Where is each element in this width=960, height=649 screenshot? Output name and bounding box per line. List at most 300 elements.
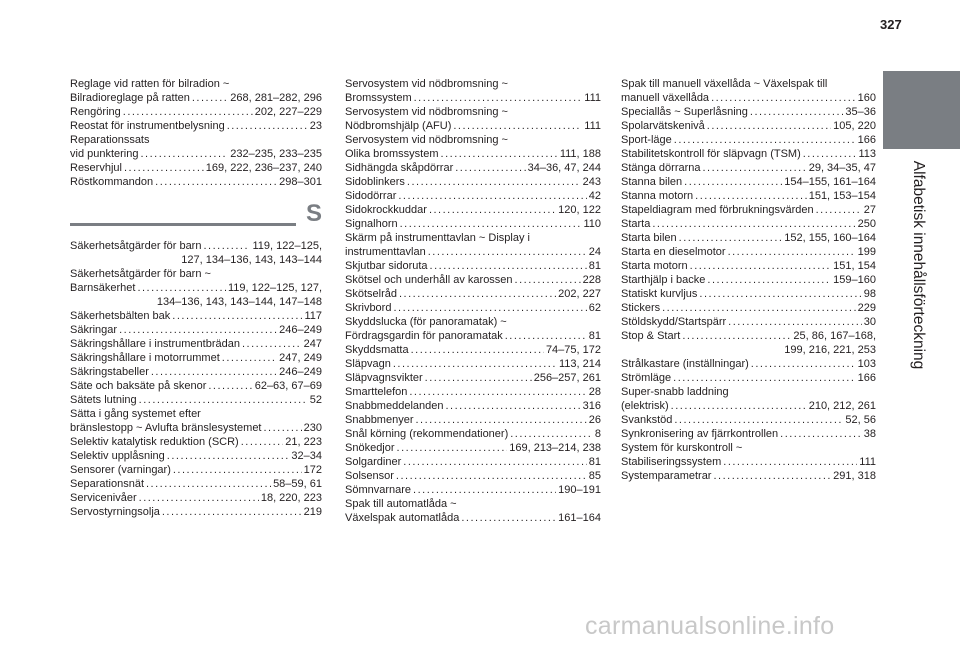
page-refs: 247 xyxy=(303,338,322,350)
dot-leader xyxy=(428,245,587,259)
page-refs: 81 xyxy=(588,260,601,272)
dot-leader xyxy=(425,371,532,385)
index-entry xyxy=(70,463,322,477)
section-rule xyxy=(70,223,296,226)
index-entry-line xyxy=(621,189,876,203)
index-term: Stapeldiagram med förbrukningsvärden xyxy=(621,204,814,216)
index-term: Selektiv upplåsning xyxy=(70,450,165,462)
index-term: Sidhängda skåpdörrar xyxy=(345,162,454,174)
index-term: Sport-läge xyxy=(621,134,672,146)
page-refs: 229 xyxy=(857,302,876,314)
page-refs: 246–249 xyxy=(279,366,322,378)
dot-leader xyxy=(703,161,807,175)
dot-leader xyxy=(707,273,831,287)
index-entry xyxy=(70,309,322,323)
index-entry-line xyxy=(345,371,601,385)
index-entry xyxy=(621,77,876,91)
index-entry xyxy=(621,133,876,147)
index-entry-line xyxy=(621,399,876,413)
dot-leader xyxy=(750,105,844,119)
index-entry xyxy=(345,399,601,413)
dot-leader xyxy=(397,441,508,455)
dot-leader xyxy=(146,477,271,491)
page-refs: 250 xyxy=(857,218,876,230)
dot-leader xyxy=(682,329,791,343)
index-entry-line xyxy=(345,245,601,259)
dot-leader xyxy=(684,175,782,189)
section-header-s xyxy=(70,200,322,231)
index-term: Reparationssats xyxy=(70,134,150,146)
page-refs: 159–160 xyxy=(833,274,876,286)
index-term: Säkerhetsbälten bak xyxy=(70,310,171,322)
index-entry-line xyxy=(621,427,876,441)
dot-leader xyxy=(690,259,832,273)
dot-leader xyxy=(711,91,856,105)
page-refs: 172 xyxy=(303,464,322,476)
index-term: Selektiv katalytisk reduktion (SCR) xyxy=(70,436,239,448)
index-entry-line xyxy=(70,449,322,463)
dot-leader xyxy=(151,365,277,379)
page-refs: 29, 34–35, 47 xyxy=(808,162,876,174)
page-refs: 298–301 xyxy=(279,176,322,188)
index-entry-line xyxy=(345,119,601,133)
index-entry-line xyxy=(345,189,601,203)
dot-leader xyxy=(141,147,229,161)
index-entry xyxy=(345,483,601,497)
page-refs: 152, 155, 160–164 xyxy=(784,232,876,244)
dot-leader xyxy=(222,351,277,365)
page-refs: 256–257, 261 xyxy=(533,372,601,384)
dot-leader xyxy=(671,399,807,413)
index-entry-line xyxy=(70,379,322,393)
page-refs: 62 xyxy=(588,302,601,314)
dot-leader xyxy=(124,161,204,175)
index-term: Säte och baksäte på skenor xyxy=(70,380,207,392)
page-refs: 62–63, 67–69 xyxy=(254,380,322,392)
index-term: Växelspak automatlåda xyxy=(345,512,460,524)
index-entry-line xyxy=(345,329,601,343)
dot-leader xyxy=(515,273,581,287)
index-entry xyxy=(345,455,601,469)
index-entry-line xyxy=(70,435,322,449)
index-entry xyxy=(345,357,601,371)
index-entry xyxy=(345,343,601,357)
page-refs: 28 xyxy=(588,386,601,398)
dot-leader xyxy=(453,119,582,133)
dot-leader xyxy=(429,203,556,217)
page-refs: 154–155, 161–164 xyxy=(784,176,876,188)
index-entry xyxy=(345,189,601,203)
dot-leader xyxy=(173,463,302,477)
index-entry xyxy=(70,133,322,147)
dot-leader xyxy=(723,455,857,469)
dot-leader xyxy=(441,147,558,161)
index-entry-line xyxy=(345,217,601,231)
index-entry-line xyxy=(621,231,876,245)
page-refs: 230 xyxy=(303,422,322,434)
index-entry xyxy=(345,511,601,525)
index-term: Servostyrningsolja xyxy=(70,506,160,518)
index-entry-line xyxy=(70,309,322,323)
index-term: instrumenttavlan xyxy=(345,246,426,258)
index-entry xyxy=(345,119,601,133)
index-entry-line xyxy=(621,371,876,385)
index-entry xyxy=(345,217,601,231)
index-term: Stöldskydd/Startspärr xyxy=(621,316,727,328)
dot-leader xyxy=(699,287,861,301)
index-entry-line xyxy=(70,323,322,337)
page-refs: 219 xyxy=(303,506,322,518)
page-refs-continued: 199, 216, 221, 253 xyxy=(784,344,876,356)
page-refs: 202, 227–229 xyxy=(254,106,322,118)
index-entry xyxy=(345,469,601,483)
side-title: Alfabetisk innehållsförteckning xyxy=(910,160,927,370)
page-refs: 24 xyxy=(588,246,601,258)
index-entry xyxy=(621,245,876,259)
index-entry xyxy=(70,337,322,351)
index-term: Säkringstabeller xyxy=(70,366,149,378)
dot-leader xyxy=(679,231,783,245)
index-term: Servosystem vid nödbromsning ~ xyxy=(345,134,508,146)
index-entry xyxy=(70,505,322,519)
page-refs: 34–36, 47, 244 xyxy=(527,162,601,174)
index-entry-line xyxy=(345,441,601,455)
dot-leader xyxy=(123,105,253,119)
index-entry-line xyxy=(345,91,601,105)
page-refs: 190–191 xyxy=(558,484,601,496)
index-entry-line xyxy=(345,161,601,175)
dot-leader xyxy=(673,371,856,385)
index-entry xyxy=(345,385,601,399)
page-refs: 268, 281–282, 296 xyxy=(230,92,322,104)
page-refs: 38 xyxy=(863,428,876,440)
dot-leader xyxy=(414,91,583,105)
side-tab xyxy=(883,71,960,149)
index-entry xyxy=(345,77,601,91)
page-refs: 111 xyxy=(584,120,601,132)
index-entry-line xyxy=(70,281,322,295)
section-letter: S xyxy=(305,200,322,227)
dot-leader xyxy=(139,393,308,407)
index-entry-line xyxy=(345,203,601,217)
page-refs: 111 xyxy=(859,456,876,468)
page-refs: 119, 122–125, 127, xyxy=(228,282,322,294)
index-term: Synkronisering av fjärrkontrollen xyxy=(621,428,779,440)
page-refs: 228 xyxy=(582,274,601,286)
page-refs: 160 xyxy=(857,92,876,104)
index-entry-line xyxy=(70,365,322,379)
index-entry xyxy=(621,217,876,231)
page-refs: 81 xyxy=(588,330,601,342)
index-list-r xyxy=(70,77,322,189)
index-entry xyxy=(70,239,322,267)
index-term: bränslestopp ~ Avlufta bränslesystemet xyxy=(70,422,262,434)
index-term: Svankstöd xyxy=(621,414,673,426)
dot-leader xyxy=(674,133,856,147)
index-entry xyxy=(345,91,601,105)
index-entry-line xyxy=(70,239,322,253)
index-term: Signalhorn xyxy=(345,218,398,230)
index-entry xyxy=(621,175,876,189)
index-entry-line xyxy=(621,161,876,175)
index-term: Sidokrockkuddar xyxy=(345,204,427,216)
index-entry-line xyxy=(345,287,601,301)
index-entry xyxy=(345,441,601,455)
index-entry xyxy=(621,273,876,287)
page-refs: 52 xyxy=(309,394,322,406)
dot-leader xyxy=(393,357,557,371)
index-entry xyxy=(345,147,601,161)
index-entry-line xyxy=(621,203,876,217)
dot-leader xyxy=(393,301,586,315)
page-refs: 166 xyxy=(857,372,876,384)
index-entry xyxy=(621,105,876,119)
dot-leader xyxy=(155,175,277,189)
dot-leader xyxy=(455,161,525,175)
index-entry-line xyxy=(70,337,322,351)
index-entry xyxy=(70,267,322,281)
index-entry-line xyxy=(70,175,322,189)
index-entry xyxy=(621,231,876,245)
dot-leader xyxy=(411,343,544,357)
index-entry xyxy=(345,245,601,259)
index-entry-line xyxy=(345,147,601,161)
index-term: Snabbmenyer xyxy=(345,414,414,426)
index-term: Systemparametrar xyxy=(621,470,712,482)
index-term: Barnsäkerhet xyxy=(70,282,136,294)
index-term: Stanna motorn xyxy=(621,190,694,202)
index-term: Sidoblinkers xyxy=(345,176,405,188)
index-entry-line xyxy=(345,455,601,469)
index-entry xyxy=(70,77,322,91)
dot-leader xyxy=(162,505,302,519)
index-entry-line xyxy=(621,147,876,161)
index-entry xyxy=(621,469,876,483)
index-entry xyxy=(345,413,601,427)
dot-leader xyxy=(803,147,857,161)
dot-leader xyxy=(399,287,556,301)
index-term: Sätta i gång systemet efter xyxy=(70,408,201,420)
index-entry-line xyxy=(70,105,322,119)
page-refs: 113, 214 xyxy=(558,358,601,370)
page-refs: 120, 122 xyxy=(558,204,601,216)
dot-leader xyxy=(139,491,259,505)
page-refs: 85 xyxy=(588,470,601,482)
page-refs: 169, 222, 236–237, 240 xyxy=(205,162,322,174)
index-term: Reostat för instrumentbelysning xyxy=(70,120,225,132)
index-entry xyxy=(345,287,601,301)
index-entry xyxy=(345,315,601,329)
index-entry-line xyxy=(621,329,876,343)
page-refs: 247, 249 xyxy=(279,352,322,364)
index-term: Stop & Start xyxy=(621,330,681,342)
index-term: Reglage vid ratten för bilradion ~ xyxy=(70,78,230,90)
index-term: Servosystem vid nödbromsning ~ xyxy=(345,78,508,90)
index-entry-line xyxy=(70,351,322,365)
index-term: Bromssystem xyxy=(345,92,412,104)
page-refs: 30 xyxy=(863,316,876,328)
index-entry-line xyxy=(345,427,601,441)
dot-leader xyxy=(119,323,277,337)
index-term: Skrivbord xyxy=(345,302,392,314)
index-entry-line xyxy=(621,287,876,301)
index-entry-line xyxy=(70,147,322,161)
index-entry xyxy=(345,329,601,343)
page-refs: 25, 86, 167–168, xyxy=(793,330,876,342)
page-refs: 110 xyxy=(583,218,601,230)
index-entry xyxy=(345,231,601,245)
dot-leader xyxy=(751,357,856,371)
page-refs: 35–36 xyxy=(845,106,876,118)
dot-leader xyxy=(505,329,587,343)
index-term: Starta motorn xyxy=(621,260,688,272)
dot-leader xyxy=(816,203,862,217)
page-refs: 291, 318 xyxy=(833,470,876,482)
index-entry xyxy=(70,281,322,309)
index-term: Säkerhetsåtgärder för barn xyxy=(70,240,202,252)
index-term: Rengöring xyxy=(70,106,121,118)
page-refs: 8 xyxy=(594,428,601,440)
page-refs: 58–59, 61 xyxy=(273,478,322,490)
index-entry-line xyxy=(345,259,601,273)
index-term: Reservhjul xyxy=(70,162,122,174)
index-entry xyxy=(70,449,322,463)
index-term: Statiskt kurvljus xyxy=(621,288,698,300)
index-entry xyxy=(621,147,876,161)
page-refs: 32–34 xyxy=(291,450,322,462)
page-refs-continued: 127, 134–136, 143, 143–144 xyxy=(181,254,322,266)
index-entry xyxy=(621,413,876,427)
index-entry xyxy=(621,329,876,357)
index-entry xyxy=(70,175,322,189)
dot-leader xyxy=(780,427,862,441)
index-entry-line xyxy=(621,245,876,259)
index-entry-line xyxy=(345,357,601,371)
page-refs: 74–75, 172 xyxy=(545,344,601,356)
page-refs: 119, 122–125, xyxy=(252,240,322,252)
index-term: Släpvagn xyxy=(345,358,391,370)
index-entry xyxy=(70,119,322,133)
dot-leader xyxy=(707,119,831,133)
index-term: Röstkommandon xyxy=(70,176,154,188)
index-column-3 xyxy=(621,77,876,483)
index-entry-line xyxy=(621,315,876,329)
index-entry xyxy=(621,91,876,105)
index-entry xyxy=(621,259,876,273)
index-term: Skyddslucka (för panoramatak) ~ xyxy=(345,316,507,328)
index-entry xyxy=(621,203,876,217)
index-list xyxy=(345,77,601,525)
index-entry xyxy=(70,421,322,435)
page-refs: 23 xyxy=(309,120,322,132)
index-term: Stickers xyxy=(621,302,661,314)
dot-leader xyxy=(416,413,587,427)
index-entry xyxy=(345,497,601,511)
page-refs: 169, 213–214, 238 xyxy=(509,442,601,454)
index-term: System för kurskontroll ~ xyxy=(621,442,743,454)
dot-leader xyxy=(242,337,302,351)
index-entry xyxy=(621,441,876,455)
index-term: Snål körning (rekommendationer) xyxy=(345,428,509,440)
index-term: Speciallås ~ Superlåsning xyxy=(621,106,748,118)
index-entry xyxy=(621,427,876,441)
index-term: Sömnvarnare xyxy=(345,484,412,496)
dot-leader xyxy=(652,217,855,231)
index-term: Sätets lutning xyxy=(70,394,137,406)
index-entry xyxy=(70,351,322,365)
index-term: Nödbromshjälp (AFU) xyxy=(345,120,452,132)
dot-leader xyxy=(674,413,843,427)
index-term: Spak till automatlåda ~ xyxy=(345,498,457,510)
dot-leader xyxy=(192,91,228,105)
index-entry-line xyxy=(345,399,601,413)
index-term: Skötselråd xyxy=(345,288,397,300)
index-entry-line xyxy=(621,469,876,483)
index-term: Olika bromssystem xyxy=(345,148,439,160)
index-term: Släpvagnsvikter xyxy=(345,372,423,384)
page-refs: 52, 56 xyxy=(845,414,876,426)
index-entry-line xyxy=(70,505,322,519)
page-refs: 199 xyxy=(857,246,876,258)
page-refs: 210, 212, 261 xyxy=(808,400,876,412)
page-refs: 246–249 xyxy=(279,324,322,336)
index-entry xyxy=(70,323,322,337)
page-refs: 111, 188 xyxy=(559,148,601,160)
index-entry xyxy=(621,455,876,469)
page-refs: 166 xyxy=(857,134,876,146)
index-entry xyxy=(621,301,876,315)
index-term: manuell växellåda xyxy=(621,92,710,104)
watermark: carmanualsonline.info xyxy=(585,612,835,640)
index-entry xyxy=(70,147,322,161)
dot-leader xyxy=(398,189,586,203)
index-entry-line xyxy=(345,273,601,287)
index-term: Solgardiner xyxy=(345,456,402,468)
index-term: Säkerhetsåtgärder för barn ~ xyxy=(70,268,211,280)
index-entry-line xyxy=(621,217,876,231)
index-entry-line xyxy=(70,119,322,133)
index-entry-line xyxy=(621,175,876,189)
index-term: Spak till manuell växellåda ~ Växelspak till xyxy=(621,78,828,90)
dot-leader xyxy=(662,301,856,315)
index-entry xyxy=(621,399,876,413)
index-entry-line xyxy=(70,421,322,435)
index-list-s xyxy=(70,239,322,519)
dot-leader xyxy=(203,239,250,253)
index-term: Starta en dieselmotor xyxy=(621,246,726,258)
index-entry-line xyxy=(345,343,601,357)
index-entry-line xyxy=(70,91,322,105)
index-entry xyxy=(70,407,322,421)
dot-leader xyxy=(461,511,556,525)
page-number: 327 xyxy=(880,17,902,32)
page-refs: 26 xyxy=(588,414,601,426)
index-term: Säkringar xyxy=(70,324,118,336)
index-term: Starta xyxy=(621,218,651,230)
dot-leader xyxy=(445,399,580,413)
index-entry xyxy=(345,259,601,273)
index-entry xyxy=(345,105,601,119)
index-entry xyxy=(621,315,876,329)
page-refs: 113 xyxy=(858,148,876,160)
index-entry xyxy=(70,477,322,491)
dot-leader xyxy=(728,315,862,329)
index-entry-line xyxy=(70,491,322,505)
index-entry xyxy=(70,91,322,105)
dot-leader xyxy=(713,469,831,483)
index-entry xyxy=(345,161,601,175)
index-term: Snökedjor xyxy=(345,442,395,454)
